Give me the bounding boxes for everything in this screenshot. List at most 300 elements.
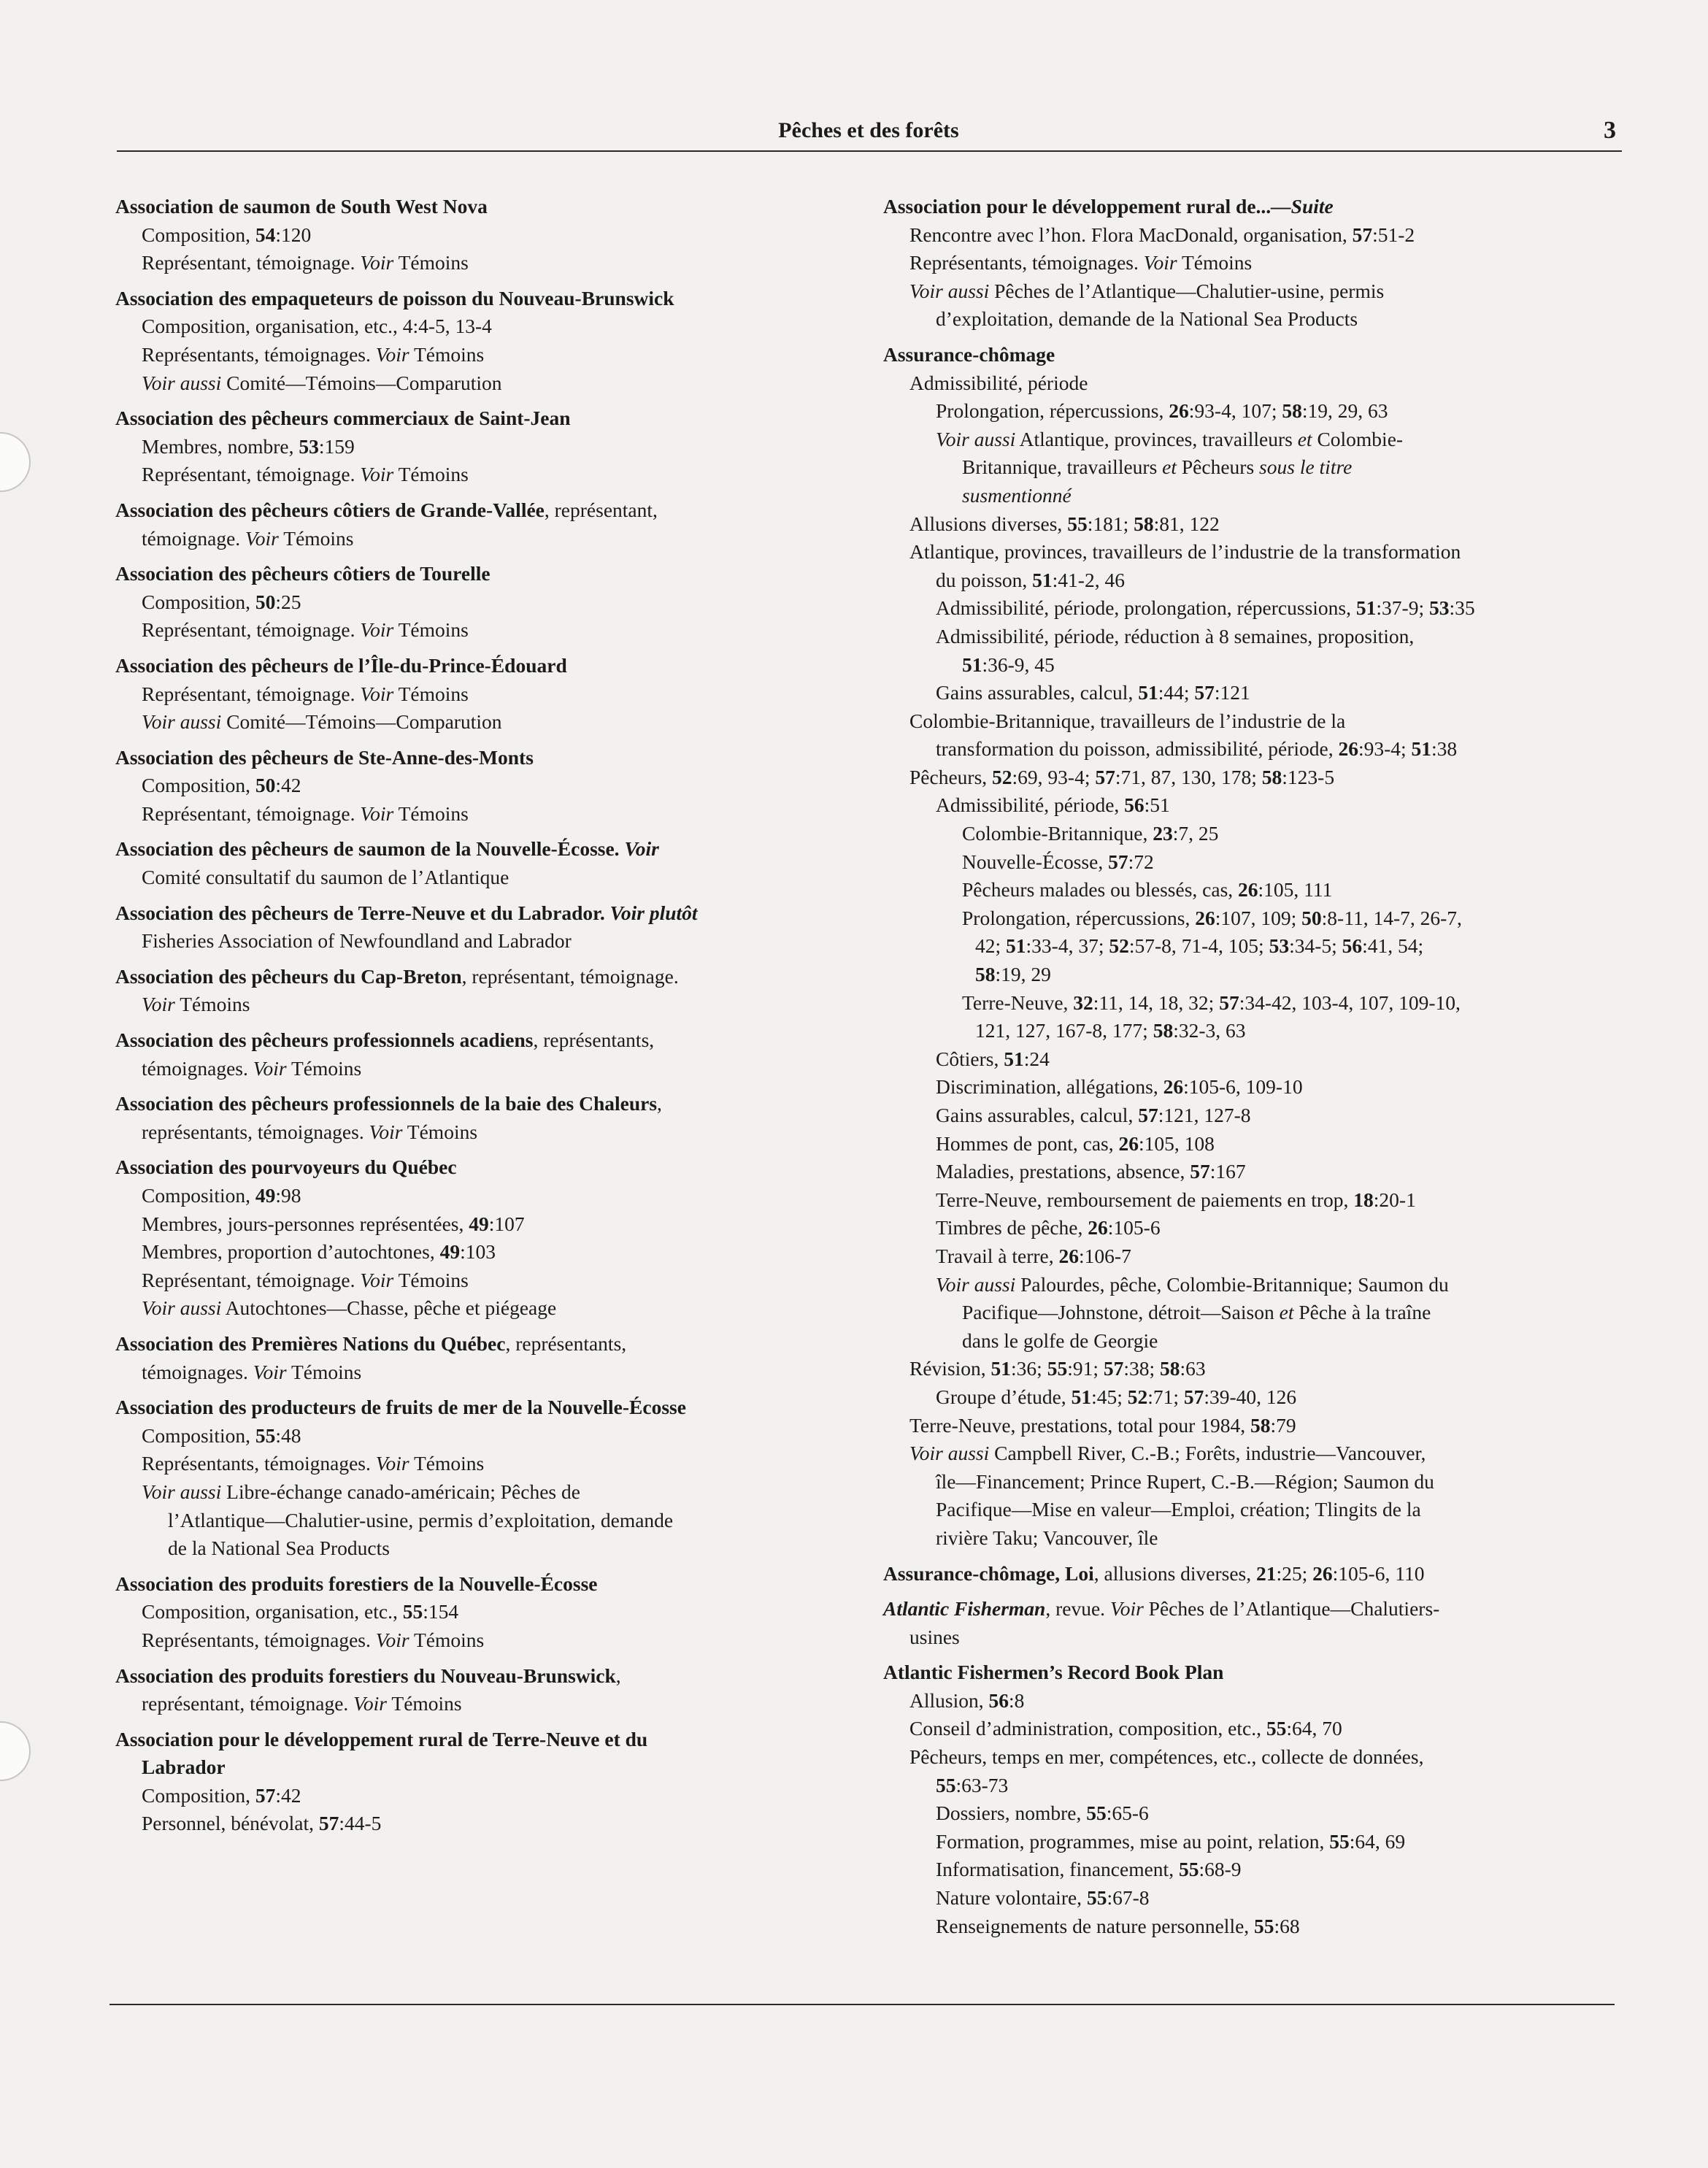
index-text: :11, 14, 18, 32;: [1093, 991, 1220, 1014]
index-text: , représentants,: [533, 1029, 655, 1052]
index-text: dans le golfe de Georgie: [962, 1329, 1158, 1352]
index-text: Comité consultatif du saumon de l’Atlantique: [142, 866, 509, 889]
index-text: Composition, organisation, etc., 4:4-5, 13-4: [142, 315, 492, 338]
index-text: Allusion,: [909, 1688, 989, 1712]
index-subentry: [883, 1186, 1628, 1215]
index-subentry: [115, 369, 860, 398]
index-text: Hommes de pont, cas,: [936, 1131, 1119, 1155]
index-heading-text: Association des empaqueteurs de poisson du Nouveau-Brunswick: [115, 286, 674, 310]
index-subentry: [115, 1598, 860, 1626]
index-text: :57-8, 71-4, 105;: [1128, 934, 1269, 958]
index-text: :36;: [1011, 1357, 1047, 1380]
page-reference-volume: 57: [1138, 1104, 1158, 1126]
page-header: [117, 118, 1620, 153]
index-text: Composition,: [142, 590, 255, 613]
page-reference-volume: 55: [1047, 1357, 1068, 1380]
page-reference-volume: 54: [255, 223, 276, 246]
index-heading: [115, 652, 860, 680]
index-text: :35: [1449, 596, 1475, 620]
cross-reference-marker: Voir: [253, 1056, 287, 1080]
page-reference-volume: 55: [1266, 1717, 1287, 1740]
cross-reference-marker: Voir aussi: [142, 1480, 222, 1503]
index-entry: [115, 285, 860, 397]
index-text: l’Atlantique—Chalutier-usine, permis d’exploitation, demande: [168, 1508, 674, 1531]
index-heading-text: Atlantic Fishermen’s Record Book Plan: [883, 1661, 1224, 1684]
index-text: Témoins: [278, 526, 354, 550]
index-subentry: [883, 397, 1628, 426]
index-heading-text: Association des pêcheurs du Cap-Breton: [115, 964, 462, 988]
index-text: Témoins: [409, 1628, 485, 1651]
index-text: Colombie-Britannique,: [962, 822, 1153, 845]
footer-rule: [109, 2004, 1615, 2005]
page-reference-volume: 55: [1178, 1858, 1199, 1881]
index-entry: [883, 1658, 1628, 1940]
page-reference-volume: 57: [1219, 991, 1239, 1014]
index-subentry: [883, 482, 1628, 510]
index-subentry: [883, 1299, 1628, 1327]
cross-reference-marker: Voir aussi: [936, 1272, 1016, 1296]
index-text: Représentants, témoignages.: [142, 342, 376, 366]
page-reference-volume: 51: [990, 1357, 1012, 1380]
index-text: Comité—Témoins—Comparution: [221, 710, 502, 734]
index-text: :8-11, 14-7, 26-7,: [1321, 906, 1462, 929]
index-text: Témoins: [393, 618, 469, 642]
index-text: Autochtones—Chasse, pêche et piégeage: [221, 1296, 557, 1320]
index-text: Informatisation, financement,: [936, 1858, 1179, 1881]
index-text: :105, 111: [1258, 878, 1333, 902]
page-reference-volume: Labrador: [142, 1756, 226, 1779]
page-reference-volume: 49: [469, 1212, 489, 1235]
index-text: :103: [460, 1240, 496, 1264]
index-subentry: [115, 1210, 860, 1239]
index-text: Atlantique, provinces, travailleurs de l’industrie de la transformation: [909, 540, 1461, 564]
index-text: Témoins: [393, 463, 469, 486]
page-reference-volume: 57: [318, 1812, 339, 1835]
index-text: Timbres de pêche,: [936, 1216, 1088, 1239]
index-text: :34-42, 103-4, 107, 109-10,: [1239, 991, 1461, 1014]
index-text: , allusions diverses,: [1093, 1561, 1257, 1585]
index-text: :48: [275, 1423, 301, 1447]
index-text: :51: [1144, 793, 1170, 817]
index-heading: [115, 1394, 860, 1422]
page-reference-volume: 56: [988, 1688, 1009, 1712]
index-text: Composition,: [142, 1783, 255, 1807]
index-subentry: [883, 848, 1628, 877]
index-text: :20-1: [1373, 1188, 1416, 1211]
index-text: Admissibilité, période, réduction à 8 semaines, proposition,: [936, 624, 1415, 647]
index-entry: [115, 835, 860, 891]
index-text: :32-3, 63: [1173, 1019, 1246, 1042]
index-subentry: [883, 426, 1628, 454]
index-text: usines: [909, 1625, 960, 1648]
page-reference-volume: 57: [1183, 1385, 1204, 1408]
index-heading: [115, 404, 860, 433]
index-text: Composition,: [142, 1423, 255, 1447]
cross-reference-marker: Voir: [253, 1360, 287, 1383]
cross-reference-marker: Voir aussi: [142, 710, 222, 734]
index-heading: [115, 1570, 860, 1599]
cross-reference-marker: —Suite: [1271, 195, 1334, 218]
binder-hole: [0, 1721, 31, 1781]
index-heading-text: Assurance-chômage, Loi: [883, 1561, 1094, 1585]
index-text: :64, 69: [1349, 1829, 1406, 1853]
page-reference-volume: 18: [1353, 1188, 1374, 1211]
page-reference-volume: 58: [1250, 1413, 1271, 1437]
index-text: :51-2: [1372, 223, 1415, 246]
index-text: Britannique, travailleurs: [962, 455, 1163, 479]
index-text: :71, 87, 130, 178;: [1115, 765, 1262, 788]
page-reference-volume: 51: [1004, 1047, 1024, 1070]
index-text: , représentant,: [544, 498, 658, 521]
index-text: :44-5: [339, 1812, 382, 1835]
index-subentry: [883, 820, 1628, 848]
index-heading: [115, 1090, 860, 1118]
index-text: Composition,: [142, 223, 255, 246]
left-column: [115, 193, 860, 1845]
index-text: Côtiers,: [936, 1047, 1004, 1070]
index-subentry: [115, 680, 860, 709]
index-text: Témoins: [286, 1360, 362, 1383]
index-heading: [115, 744, 860, 772]
index-subentry: [115, 1478, 860, 1507]
index-subentry: [883, 1130, 1628, 1158]
index-text: représentant, témoignage.: [142, 1692, 354, 1715]
index-text: :121: [1214, 681, 1250, 704]
index-text: Prolongation, répercussions,: [962, 906, 1196, 929]
page-reference-volume: 55: [1067, 512, 1088, 535]
index-subentry: [883, 1524, 1628, 1553]
index-text: :63-73: [955, 1773, 1009, 1796]
index-heading: [883, 1595, 1628, 1623]
cross-reference-marker: Voir: [360, 251, 394, 274]
page-reference-volume: 51: [1006, 934, 1026, 958]
index-text: Composition,: [142, 774, 255, 797]
page-reference-volume: 51: [1032, 568, 1053, 591]
index-entry: [115, 496, 860, 553]
index-text: Groupe d’étude,: [936, 1385, 1072, 1408]
index-subentry: [883, 1623, 1628, 1652]
index-entry: [115, 404, 860, 489]
index-heading-text: Assurance-chômage: [883, 342, 1055, 366]
index-text: Pacifique—Mise en valeur—Emploi, création; Tlingits de la: [936, 1498, 1421, 1521]
page-reference-volume: 57: [1095, 765, 1115, 788]
index-text: Terre-Neuve,: [962, 991, 1074, 1014]
index-heading-text: Association des pourvoyeurs du Québec: [115, 1156, 457, 1179]
index-text: Prolongation, répercussions,: [936, 399, 1169, 423]
index-subentry: [115, 433, 860, 461]
index-text: :159: [318, 434, 355, 458]
index-text: :67-8: [1107, 1886, 1150, 1910]
index-text: Admissibilité, période, prolongation, répercussions,: [936, 596, 1356, 620]
index-heading: [115, 835, 860, 864]
index-text: Témoins: [393, 682, 469, 705]
index-subentry: [883, 1439, 1628, 1468]
index-text: Personnel, bénévolat,: [142, 1812, 319, 1835]
cross-reference-marker: susmentionné: [962, 483, 1072, 507]
index-text: :123-5: [1282, 765, 1335, 788]
index-subentry: [883, 1214, 1628, 1242]
right-column: [883, 193, 1628, 1948]
page-reference-volume: 55: [1329, 1829, 1350, 1853]
index-subentry: [115, 588, 860, 617]
index-heading-text: Association des pêcheurs commerciaux de Saint-Jean: [115, 407, 571, 430]
index-subentry: [883, 249, 1628, 277]
index-heading: [883, 193, 1628, 221]
index-text: Témoins: [393, 802, 469, 825]
index-subentry: [115, 1294, 860, 1323]
index-subentry: [883, 510, 1628, 539]
index-subentry: [115, 1358, 860, 1387]
index-text: représentants, témoignages.: [142, 1120, 369, 1143]
index-text: d’exploitation, demande de la National Sea Products: [936, 307, 1358, 331]
index-text: :121, 127-8: [1158, 1104, 1251, 1126]
index-heading: [115, 1026, 860, 1055]
index-subentry: [115, 1238, 860, 1266]
index-text: Admissibilité, période: [909, 371, 1088, 394]
cross-reference-marker: Voir: [245, 526, 279, 550]
binder-hole: [0, 432, 31, 492]
cross-reference-marker: et: [1162, 455, 1177, 479]
index-text: Campbell River, C.-B.; Forêts, industrie—Vancouver,: [989, 1442, 1426, 1465]
index-subentry: [883, 1242, 1628, 1271]
index-text: :72: [1128, 850, 1154, 873]
index-text: Palourdes, pêche, Colombie-Britannique; Saumon du: [1015, 1272, 1449, 1296]
index-subentry: [115, 1626, 860, 1655]
index-text: :107, 109;: [1215, 906, 1302, 929]
page-number: 3: [1604, 117, 1616, 144]
index-subentry: [115, 1753, 860, 1782]
cross-reference-marker: Voir: [375, 342, 409, 366]
index-entry: [115, 1153, 860, 1323]
index-subentry: [115, 1266, 860, 1295]
cross-reference-marker: Voir: [375, 1452, 409, 1475]
index-heading-text: Association des pêcheurs de l’Île-du-Prince-Édouard: [115, 653, 567, 677]
index-text: :71;: [1147, 1385, 1184, 1408]
index-text: :38: [1431, 737, 1458, 761]
index-text: , représentants,: [505, 1331, 627, 1355]
index-text: Pacifique—Johnstone, détroit—Saison: [962, 1301, 1280, 1324]
index-subentry: [883, 1045, 1628, 1074]
index-heading-text: Association des produits forestiers de la Nouvelle-Écosse: [115, 1572, 598, 1595]
index-text: témoignages.: [142, 1360, 253, 1383]
index-heading-text: Atlantic Fisherman: [883, 1597, 1046, 1621]
index-text: Témoins: [387, 1692, 462, 1715]
page-reference-volume: 57: [1108, 850, 1128, 873]
page-reference-volume: 26: [1118, 1131, 1139, 1155]
index-text: Témoins: [393, 251, 469, 274]
index-subentry: [883, 1884, 1628, 1913]
page-reference-volume: 58: [1261, 765, 1282, 788]
page-reference-volume: 53: [1428, 596, 1450, 620]
index-text: Représentants, témoignages.: [142, 1628, 376, 1651]
index-text: Colombie-: [1312, 427, 1404, 450]
index-subentry: [883, 1772, 1628, 1800]
index-heading: [883, 1560, 1628, 1588]
index-subentry: [883, 1715, 1628, 1743]
index-text: Pêcheurs, temps en mer, compétences, etc., collecte de données,: [909, 1745, 1424, 1769]
index-text: témoignages.: [142, 1056, 253, 1080]
index-subentry: [115, 341, 860, 369]
index-subentry: [883, 1468, 1628, 1496]
page-reference-volume: 55: [1254, 1914, 1274, 1937]
index-text: Libre-échange canado-américain; Pêches de: [221, 1480, 580, 1503]
index-text: :65-6: [1106, 1802, 1149, 1825]
index-text: rivière Taku; Vancouver, île: [936, 1526, 1158, 1549]
index-entry: [115, 1726, 860, 1838]
index-text: :38;: [1123, 1357, 1160, 1380]
index-subentry: [883, 1913, 1628, 1941]
index-subentry: [115, 991, 860, 1019]
index-text: Pêcheurs malades ou blessés, cas,: [962, 878, 1239, 902]
index-text: Nature volontaire,: [936, 1886, 1087, 1910]
cross-reference-marker: Voir aussi: [142, 371, 222, 394]
index-subentry: [115, 461, 860, 489]
index-text: Témoins: [174, 993, 250, 1016]
index-subentry: [883, 305, 1628, 334]
index-text: Révision,: [909, 1357, 991, 1380]
cross-reference-marker: Voir: [360, 802, 394, 825]
page-reference-volume: 51: [1138, 681, 1158, 704]
index-text: Représentant, témoignage.: [142, 682, 361, 705]
page-reference-volume: 57: [1352, 223, 1373, 246]
index-text: Atlantique, provinces, travailleurs: [1015, 427, 1298, 450]
index-text: Représentant, témoignage.: [142, 463, 361, 486]
index-heading-text: Association pour le développement rural de Terre-Neuve et du: [115, 1727, 648, 1750]
index-subentry: [115, 1422, 860, 1450]
page-reference-volume: 58: [1160, 1357, 1180, 1380]
index-text: :154: [423, 1600, 459, 1623]
cross-reference-marker: et: [1297, 427, 1312, 450]
cross-reference-marker: sous le titre: [1259, 455, 1353, 479]
index-entry: [115, 1394, 860, 1563]
cross-reference-marker: Voir aussi: [909, 279, 990, 302]
index-text: île—Financement; Prince Rupert, C.-B.—Région; Saumon du: [936, 1469, 1434, 1493]
index-subentry: [883, 876, 1628, 904]
index-entry: [115, 1662, 860, 1718]
index-text: Terre-Neuve, remboursement de paiements en trop,: [936, 1188, 1354, 1211]
index-text: :25;: [1276, 1561, 1313, 1585]
index-text: :42: [275, 774, 301, 797]
index-entry: [115, 1026, 860, 1083]
index-text: Discrimination, allégations,: [936, 1075, 1163, 1099]
index-text: :44;: [1158, 681, 1195, 704]
index-subentry: [115, 249, 860, 277]
index-text: :105-6, 109-10: [1183, 1075, 1303, 1099]
index-text: :19, 29: [995, 963, 1051, 986]
page-reference-volume: 26: [1338, 737, 1358, 761]
index-heading-text: Association des pêcheurs professionnels acadiens: [115, 1029, 534, 1052]
index-text: Composition,: [142, 1184, 255, 1207]
index-entry: [115, 899, 860, 956]
index-heading: [115, 285, 860, 313]
index-text: :36-9, 45: [982, 653, 1055, 676]
index-subentry: [115, 525, 860, 553]
index-subentry: [115, 800, 860, 829]
page-reference-volume: 23: [1153, 822, 1173, 845]
index-text: Gains assurables, calcul,: [936, 1104, 1139, 1126]
cross-reference-marker: Voir: [360, 463, 394, 486]
index-text: du poisson,: [936, 568, 1033, 591]
index-text: :34-5;: [1289, 934, 1342, 958]
index-heading: [883, 1658, 1628, 1687]
page-reference-volume: 26: [1238, 878, 1258, 902]
index-text: Colombie-Britannique, travailleurs de l’industrie de la: [909, 709, 1346, 732]
page-reference-volume: 26: [1163, 1075, 1184, 1099]
index-entry: [115, 1570, 860, 1655]
index-heading-text: Association des pêcheurs côtiers de Tourelle: [115, 562, 491, 585]
index-heading-text: Association de saumon de South West Nova: [115, 195, 488, 218]
index-text: Comité—Témoins—Comparution: [221, 371, 502, 394]
index-text: Formation, programmes, mise au point, relation,: [936, 1829, 1330, 1853]
index-subentry: [883, 1355, 1628, 1383]
page-reference-volume: 57: [1190, 1160, 1210, 1183]
page-reference-volume: 56: [1342, 934, 1363, 958]
cross-reference-marker: Voir: [1143, 251, 1177, 274]
index-text: :24: [1023, 1047, 1050, 1070]
index-heading-text: Association des producteurs de fruits de mer de la Nouvelle-Écosse: [115, 1396, 686, 1419]
index-subentry: [883, 1687, 1628, 1715]
cross-reference-marker: Voir plutôt: [604, 901, 698, 924]
index-subentry: [883, 961, 1628, 989]
page-reference-volume: 55: [936, 1773, 956, 1796]
cross-reference-marker: Voir: [360, 1268, 394, 1291]
index-text: Témoins: [402, 1120, 478, 1143]
page-reference-volume: 55: [255, 1423, 276, 1447]
index-text: :42: [275, 1783, 301, 1807]
index-text: :79: [1270, 1413, 1296, 1437]
index-text: Membres, nombre,: [142, 434, 299, 458]
index-text: Travail à terre,: [936, 1244, 1059, 1267]
index-text: 121, 127, 167-8, 177;: [975, 1019, 1153, 1042]
page-reference-volume: 52: [992, 765, 1012, 788]
page-reference-volume: 21: [1256, 1561, 1277, 1585]
index-subentry: [115, 312, 860, 341]
page-reference-volume: 53: [299, 434, 319, 458]
index-text: :37-9;: [1376, 596, 1429, 620]
index-subentry: [883, 791, 1628, 820]
page-reference-volume: 51: [1071, 1385, 1092, 1408]
index-subentry: [883, 369, 1628, 398]
index-subentry: [883, 1743, 1628, 1772]
index-text: Renseignements de nature personnelle,: [936, 1914, 1255, 1937]
index-heading-text: Association des pêcheurs côtiers de Grande-Vallée: [115, 498, 545, 521]
index-entry: [115, 193, 860, 277]
index-subentry: [883, 566, 1628, 595]
index-text: , représentant, témoignage.: [461, 964, 679, 988]
index-text: :8: [1008, 1688, 1025, 1712]
header-rule: [117, 150, 1622, 152]
cross-reference-marker: Voir aussi: [142, 1296, 222, 1320]
index-text: Maladies, prestations, absence,: [936, 1160, 1190, 1183]
index-subentry: [883, 679, 1628, 707]
index-heading: [115, 496, 860, 525]
cross-reference-marker: Voir: [360, 682, 394, 705]
index-subentry: [883, 1496, 1628, 1524]
index-subentry: [883, 594, 1628, 623]
page-reference-volume: 56: [1124, 793, 1145, 817]
index-subentry: [115, 1810, 860, 1838]
index-text: transformation du poisson, admissibilité, période,: [936, 737, 1339, 761]
index-heading: [115, 1662, 860, 1691]
index-heading: [115, 899, 860, 928]
index-heading-text: Association des produits forestiers du Nouveau-Brunswick: [115, 1664, 616, 1687]
index-text: Gains assurables, calcul,: [936, 681, 1139, 704]
index-subentry: [883, 1856, 1628, 1884]
page-reference-volume: 58: [1153, 1019, 1174, 1042]
index-subentry: [883, 707, 1628, 736]
page-title: Pêches et des forêts: [778, 118, 959, 142]
index-text: :33-4, 37;: [1026, 934, 1109, 958]
